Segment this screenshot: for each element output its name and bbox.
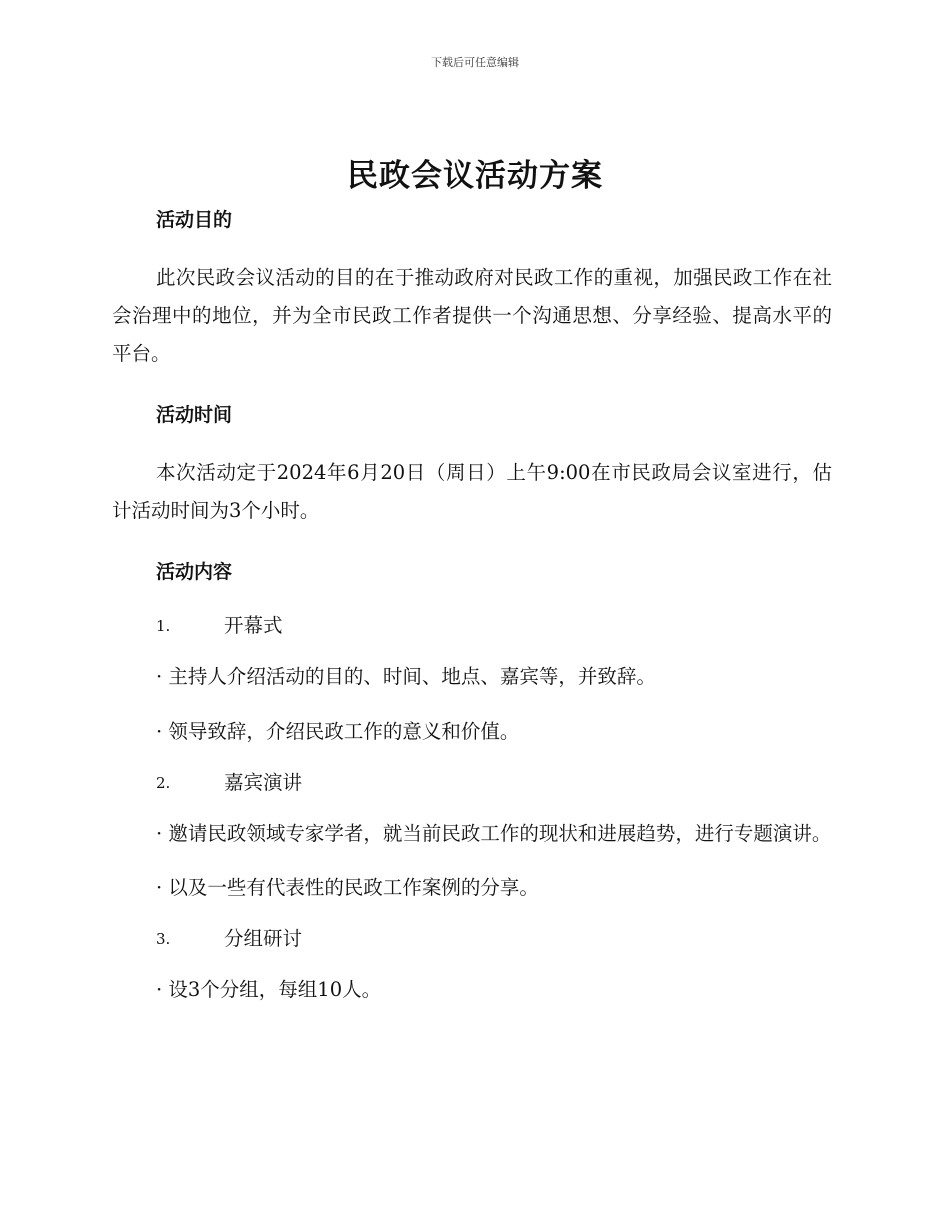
bullet-item: · 邀请民政领域专家学者，就当前民政工作的现状和进展趋势，进行专题演讲。 [156,822,832,845]
section-heading-time: 活动时间 [156,404,233,426]
list-item-title [112,611,832,641]
bullet-item: · 以及一些有代表性的民政工作案例的分享。 [156,876,539,899]
list-item-title [112,768,832,798]
list-item-number: 2. [156,774,171,792]
list-item-label: 嘉宾演讲 [224,771,303,794]
list-item-title [112,924,832,954]
list-item-number: 1. [156,617,171,635]
document-title: 民政会议活动方案 [347,158,603,194]
list-item-number: 3. [156,930,171,948]
list-item-label: 分组研讨 [224,927,303,950]
bullet-item: · 主持人介绍活动的目的、时间、地点、嘉宾等，并致辞。 [156,665,656,688]
header-note: 下载后可任意编辑 [431,56,519,69]
bullet-item: · 设3个分组，每组10人。 [156,978,382,1001]
list-item-label: 开幕式 [224,614,283,637]
document-body [112,205,832,1009]
purpose-paragraph: 此次民政会议活动的目的在于推动政府对民政工作的重视，加强民政工作在社会治理中的地位，并为全市民政工作者提供一个沟通思想、分享经验、提高水平的平台。 [112,266,832,365]
time-paragraph: 本次活动定于2024年6月20日（周日）上午9:00在市民政局会议室进行，估计活动时间为3个小时。 [112,461,832,522]
section-heading-content: 活动内容 [156,561,233,583]
section-heading-purpose: 活动目的 [156,209,233,231]
bullet-item: · 领导致辞，介绍民政工作的意义和价值。 [156,720,520,743]
